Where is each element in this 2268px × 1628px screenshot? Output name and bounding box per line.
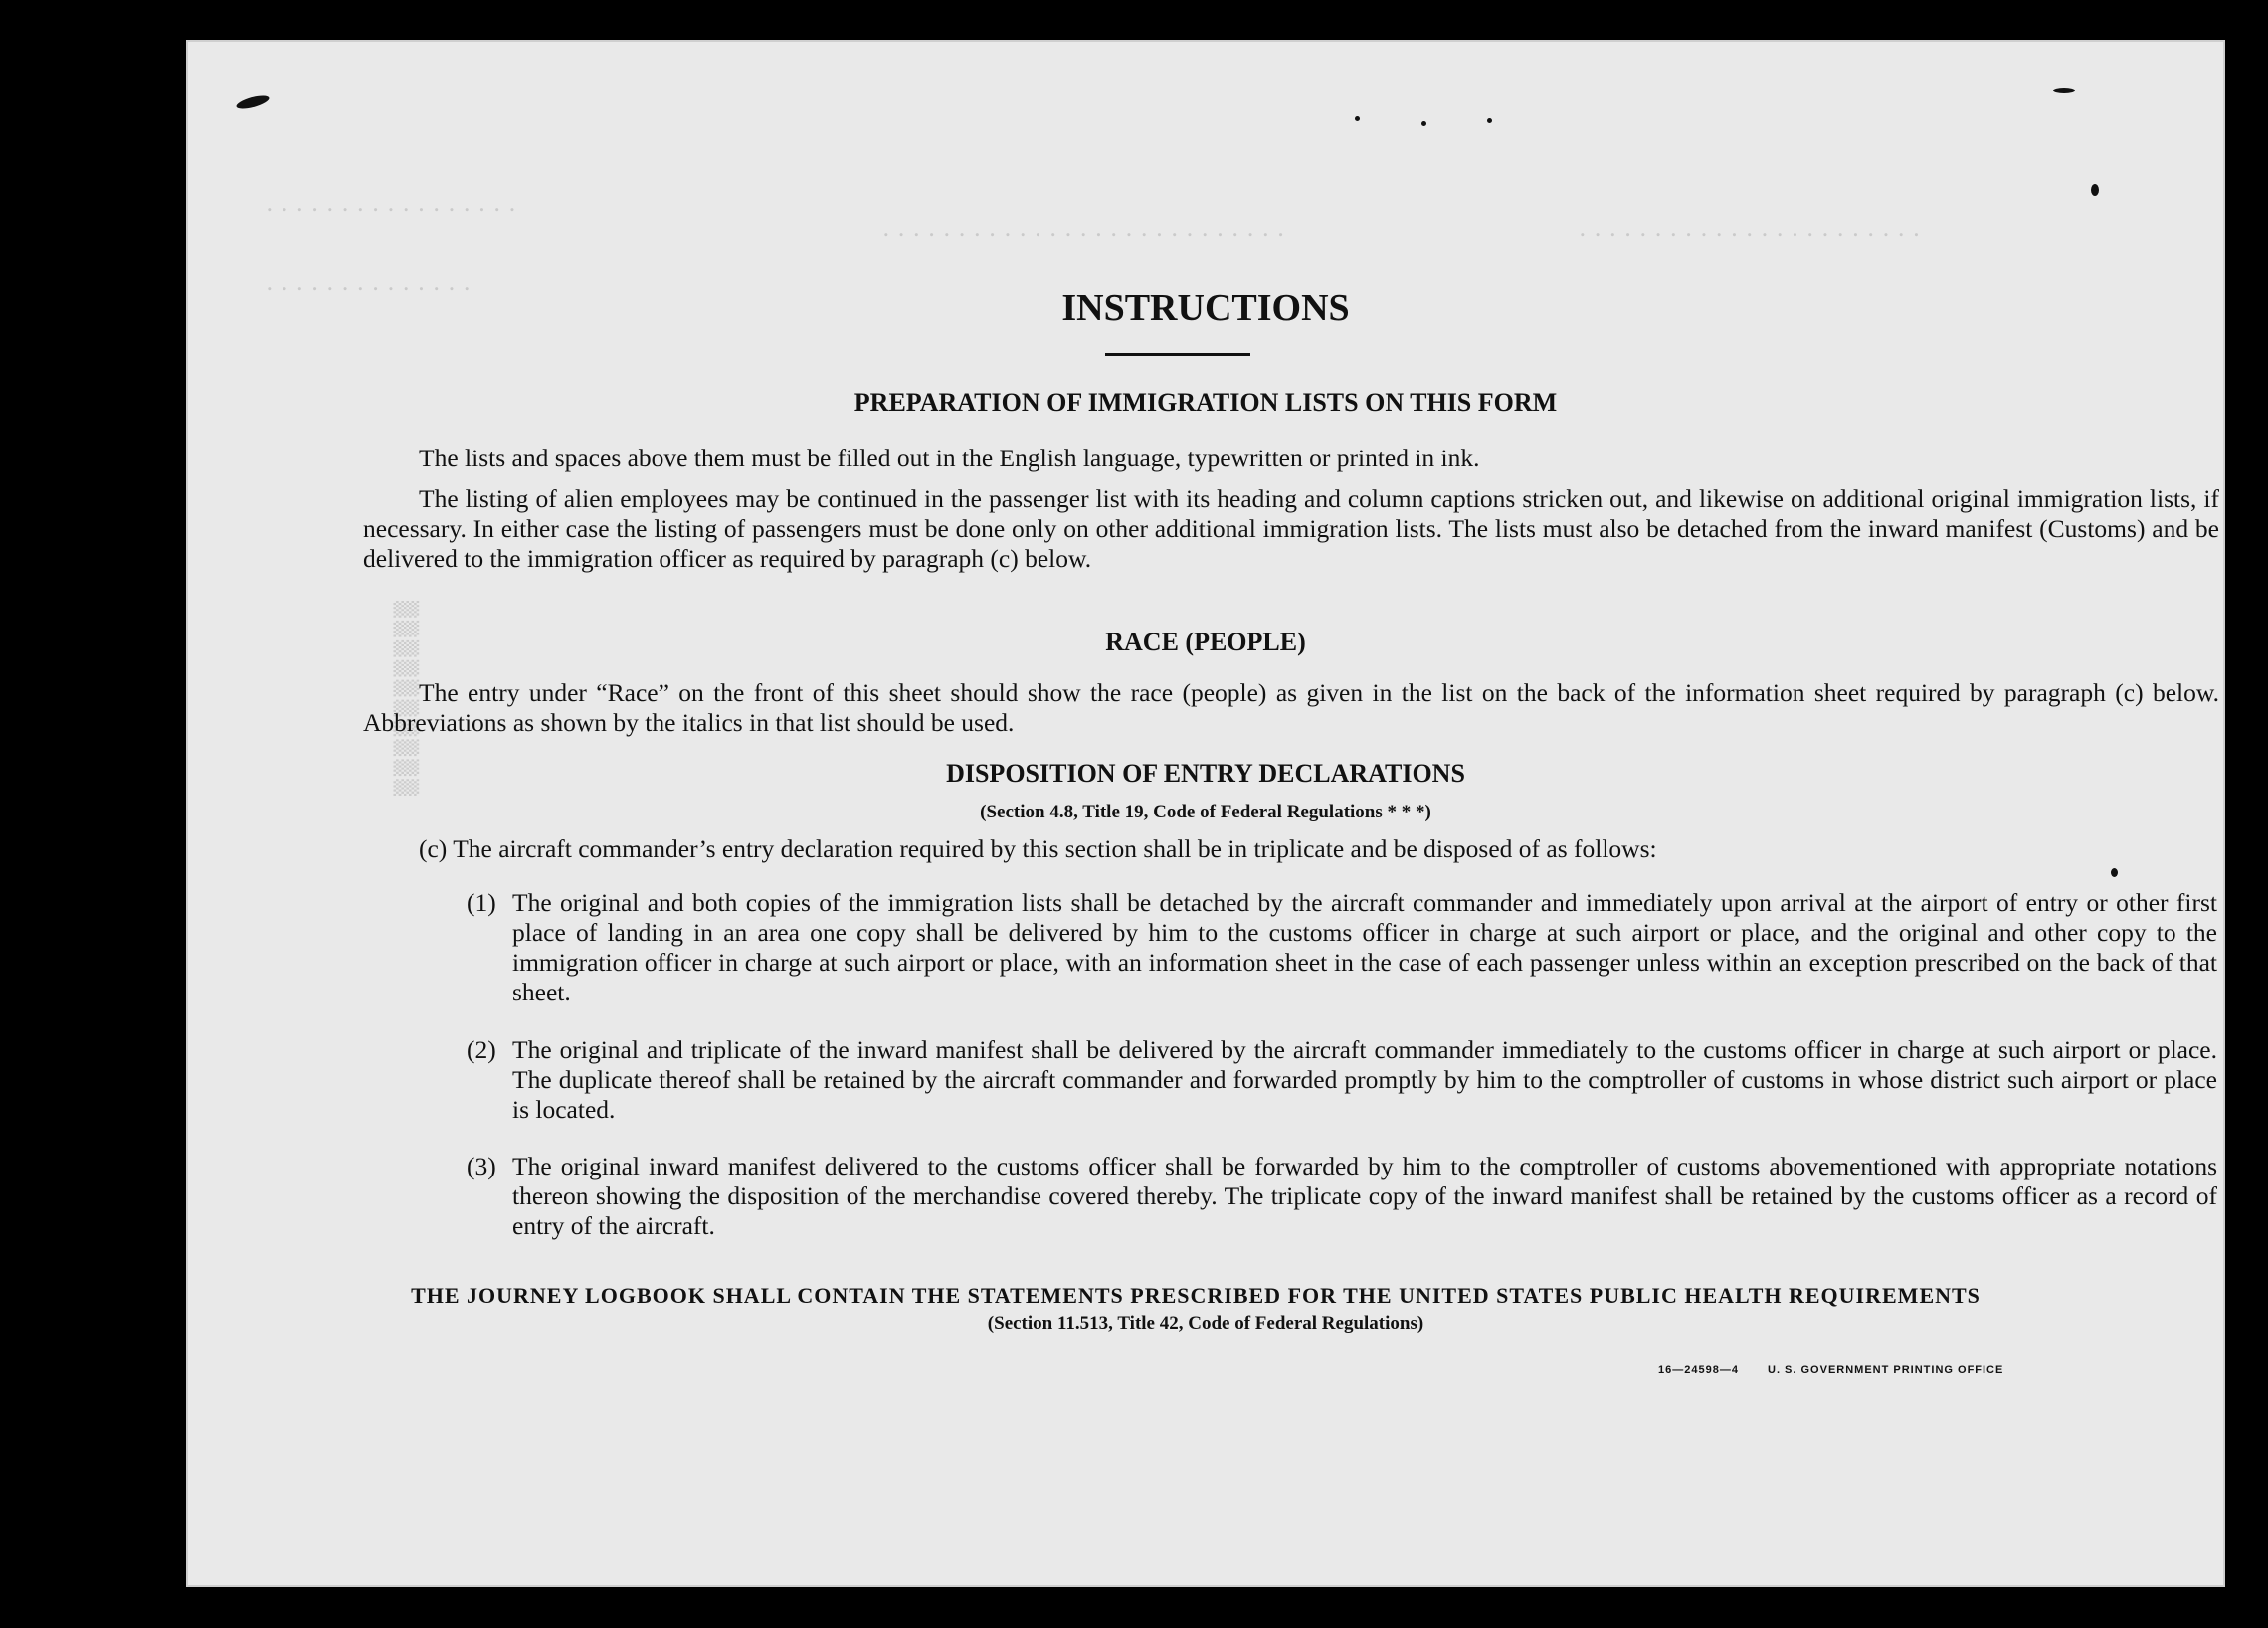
- title-rule: [1105, 353, 1250, 356]
- list-item: [467, 888, 2217, 1007]
- ink-blot: [235, 93, 270, 111]
- list-item-text: The original and both copies of the immigration lists shall be detached by the aircraft commander and immediately upon arrival at the airport of entry or other first place of landing in an area one copy shall be delivered by him to the customs officer in charge at such airport or place, and the original and other copy to the immigration officer in charge at such airport or place, with an information sheet in the case of each passenger unless within an exception prescribed on the back of that sheet.: [512, 888, 2217, 1006]
- disposition-intro: (c) The aircraft commander’s entry declaration required by this section shall be in triplicate and be disposed of as follows:: [419, 834, 1657, 863]
- paragraph-race: The entry under “Race” on the front of this sheet should show the race (people) as given in the list on the back of the information sheet required by paragraph (c) below. Abbreviations as shown by the italics in that list should be used.: [363, 678, 2219, 737]
- section-heading-race: RACE (PEOPLE): [1105, 628, 1306, 656]
- list-item: [467, 1035, 2217, 1125]
- list-item: [467, 1152, 2217, 1241]
- faint-dotted-lines: . . . . . . . . . . . . . . . . . . . . . . .: [1579, 214, 1921, 242]
- faint-dotted-lines: . . . . . . . . . . . . . . . . .: [266, 189, 516, 217]
- ink-blot: [2053, 88, 2075, 93]
- form-number: 16—24598—4: [1658, 1364, 1739, 1376]
- section-heading-disposition: DISPOSITION OF ENTRY DECLARATIONS: [946, 759, 1465, 788]
- document-page: [186, 40, 2225, 1587]
- printer-imprint: U. S. GOVERNMENT PRINTING OFFICE: [1768, 1364, 2004, 1376]
- page-title: INSTRUCTIONS: [1061, 287, 1350, 329]
- list-item-text: The original inward manifest delivered to the customs officer shall be forwarded by him to the comptroller of customs abovementioned with appropriate notations thereon showing the disposition of the merchandise covered thereby. The triplicate copy of the inward manifest shall be retained by the customs officer as a record of entry of the aircraft.: [512, 1152, 2217, 1240]
- list-item-number: (2): [467, 1035, 496, 1064]
- list-item-number: (1): [467, 888, 496, 917]
- ink-blot: [2111, 868, 2118, 877]
- list-item-text: The original and triplicate of the inward manifest shall be delivered by the aircraft commander immediately to the customs officer in charge at such airport or place. The duplicate thereof shall be retained by the aircraft commander and forwarded promptly by him to the comptroller of customs in whose district such airport or place is located.: [512, 1035, 2217, 1124]
- paragraph-preparation-1: The lists and spaces above them must be filled out in the English language, typewritten or printed in ink.: [419, 444, 1480, 472]
- ink-blot: [1421, 121, 1426, 126]
- paragraph-preparation-2: The listing of alien employees may be continued in the passenger list with its heading and column captions stricken out, and likewise on additional original immigration lists, if necessary. In either case the listing of passengers must be done only on other additional immigration lists. The lists must also be detached from the inward manifest (Customs) and be delivered to the immigration officer as required by paragraph (c) below.: [363, 484, 2219, 573]
- faint-dotted-lines: . . . . . . . . . . . . . .: [266, 269, 471, 296]
- footer-heading: THE JOURNEY LOGBOOK SHALL CONTAIN THE STATEMENTS PRESCRIBED FOR THE UNITED STATES PUBLIC HEALTH REQUIREMENTS: [411, 1283, 1981, 1308]
- ink-blot: [2091, 184, 2099, 196]
- faint-dotted-lines: . . . . . . . . . . . . . . . . . . . . . . . . . . .: [882, 214, 1285, 242]
- faint-stamp-mark: ▒▒▒▒▒▒▒▒▒▒: [395, 597, 420, 796]
- list-item-number: (3): [467, 1152, 496, 1180]
- ink-blot: [1487, 118, 1492, 123]
- disposition-citation: (Section 4.8, Title 19, Code of Federal Regulations * * *): [980, 802, 1431, 822]
- section-heading-preparation: PREPARATION OF IMMIGRATION LISTS ON THIS FORM: [853, 388, 1558, 417]
- ink-blot: [1355, 116, 1360, 121]
- footer-citation: (Section 11.513, Title 42, Code of Federal Regulations): [987, 1313, 1424, 1334]
